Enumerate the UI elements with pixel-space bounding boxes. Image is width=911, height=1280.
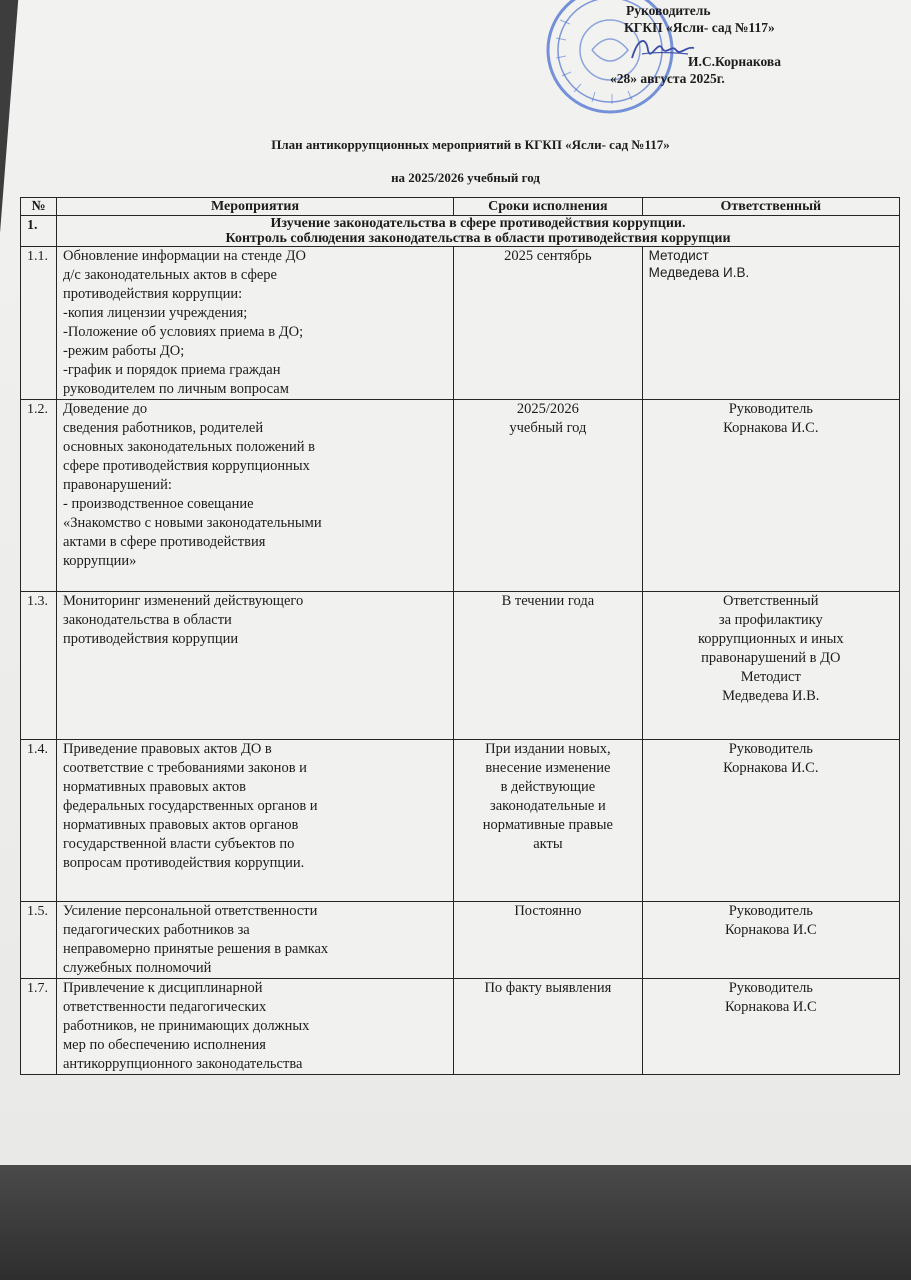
row-activity-line: правонарушений: [63,477,172,493]
section-row [21,216,900,247]
header-number: № [21,198,57,216]
row-number: 1.7. [21,979,57,1075]
row-activity-line: -режим работы ДО; [63,343,185,359]
row-responsible-line: Медведева И.В. [722,688,820,704]
row-deadline-line: При издании новых, [485,741,611,757]
row-responsible-line: Руководитель [728,401,813,417]
row-responsible-line: Руководитель [728,980,813,996]
table-header-row [21,198,900,216]
row-activity [57,979,454,1075]
row-deadline-line: 2025 сентябрь [504,248,592,264]
row-deadline-line: законодательные и [490,798,606,814]
row-activity-line: -копия лицензии учреждения; [63,305,248,321]
row-deadline-line: в действующие [500,779,596,795]
row-deadline-line: внесение изменение [485,760,611,776]
row-activity [57,592,454,740]
approval-date: «28» августа 2025г. [610,71,725,86]
row-activity-line: государственной власти субъектов по [63,836,295,852]
row-responsible-line: правонарушений в ДО [701,650,841,666]
row-responsible-line: Корнакова И.С. [723,760,819,776]
approval-block [610,2,910,87]
row-activity [57,902,454,979]
table-row [21,740,900,902]
row-deadline [454,592,643,740]
header-responsible: Ответственный [642,198,899,216]
section-number: 1. [21,216,57,247]
row-activity-line: федеральных государственных органов и [63,798,318,814]
row-number: 1.4. [21,740,57,902]
row-activity-line: д/с законодательных актов в сфере [63,267,277,283]
row-responsible [642,592,899,740]
row-activity-line: коррупции» [63,553,137,569]
row-activity-line: ответственности педагогических [63,999,267,1015]
row-activity-line: Приведение правовых актов ДО в [63,741,272,757]
section-title [57,216,900,247]
row-activity-line: антикоррупционного законодательства [63,1056,303,1072]
row-number: 1.5. [21,902,57,979]
row-activity-line: Обновление информации на стенде ДО [63,248,306,264]
table-row [21,979,900,1075]
row-activity-line: «Знакомство с новыми законодательными [63,515,322,531]
document-subtitle: на 2025/2026 учебный год [391,170,540,185]
row-activity [57,400,454,592]
row-activity-line: нормативных правовых актов [63,779,246,795]
row-responsible-line: Методист [648,248,709,263]
row-responsible-line: Медведева И.В. [648,265,750,280]
row-responsible-line: Ответственный [723,593,819,609]
section-title-line: Контроль соблюдения законодательства в области противодействия коррупции [225,231,731,246]
row-activity-line: неправомерно принятые решения в рамках [63,941,329,957]
row-activity-line: сведения работников, родителей [63,420,264,436]
approval-signatory: И.С.Корнакова [688,54,781,69]
row-responsible-line: Корнакова И.С [724,999,817,1015]
row-responsible-line: коррупционных и иных [697,631,844,647]
plan-table [20,197,900,1075]
row-activity-line: сфере противодействия коррупционных [63,458,310,474]
row-responsible [642,400,899,592]
row-activity-line: Мониторинг изменений действующего [63,593,304,609]
section-title-line: Изучение законодательства в сфере противодействия коррупции. [270,216,686,231]
row-responsible [642,979,899,1075]
row-activity-line: Привлечение к дисциплинарной [63,980,263,996]
row-deadline [454,400,643,592]
table-row [21,592,900,740]
row-activity [57,740,454,902]
table-row [21,902,900,979]
header-activities: Мероприятия [57,198,454,216]
row-activity-line: противодействия коррупции: [63,286,243,302]
row-deadline [454,979,643,1075]
row-activity-line: законодательства в области [63,612,232,628]
row-deadline-line: 2025/2026 [516,401,579,417]
row-responsible [642,902,899,979]
row-number: 1.3. [21,592,57,740]
row-activity-line: работников, не принимающих должных [63,1018,310,1034]
row-responsible [642,247,899,400]
row-deadline [454,902,643,979]
row-responsible-line: за профилактику [718,612,823,628]
row-activity-line: - производственное совещание [63,496,254,512]
row-activity-line: руководителем по личным вопросам [63,381,289,397]
table-row [21,247,900,400]
approval-title: Руководитель [626,3,711,18]
document-title: План антикоррупционных мероприятий в КГКП «Ясли- сад №117» [271,137,670,152]
table-row [21,400,900,592]
approval-organization: КГКП «Ясли- сад №117» [624,20,775,35]
row-responsible [642,740,899,902]
row-number: 1.1. [21,247,57,400]
row-activity-line: педагогических работников за [63,922,250,938]
row-deadline-line: Постоянно [514,903,582,919]
row-deadline-line: акты [533,836,563,852]
row-responsible-line: Методист [740,669,801,685]
row-activity-line: противодействия коррупции [63,631,239,647]
row-activity-line: мер по обеспечению исполнения [63,1037,266,1053]
row-responsible-line: Корнакова И.С. [723,420,819,436]
row-activity-line: вопросам противодействия коррупции. [63,855,305,871]
background-surface [0,1165,911,1280]
row-activity-line: Доведение до [63,401,148,417]
row-activity-line: служебных полномочий [63,960,212,976]
row-responsible-line: Руководитель [728,741,813,757]
row-activity-line: -график и порядок приема граждан [63,362,281,378]
table-body [21,247,900,1075]
row-activity-line: основных законодательных положений в [63,439,315,455]
row-deadline-line: По факту выявления [484,980,612,996]
row-activity-line: актами в сфере противодействия [63,534,266,550]
row-activity-line: соответствие с требованиями законов и [63,760,307,776]
row-number: 1.2. [21,400,57,592]
row-deadline [454,740,643,902]
row-activity [57,247,454,400]
row-responsible-line: Руководитель [728,903,813,919]
row-deadline [454,247,643,400]
row-deadline-line: учебный год [509,420,587,436]
row-responsible-line: Корнакова И.С [724,922,817,938]
row-activity-line: Усиление персональной ответственности [63,903,318,919]
row-deadline-line: В течении года [501,593,595,609]
row-deadline-line: нормативные правые [482,817,613,833]
row-activity-line: нормативных правовых актов органов [63,817,299,833]
row-activity-line: -Положение об условиях приема в ДО; [63,324,304,340]
header-deadline: Сроки исполнения [454,198,643,216]
